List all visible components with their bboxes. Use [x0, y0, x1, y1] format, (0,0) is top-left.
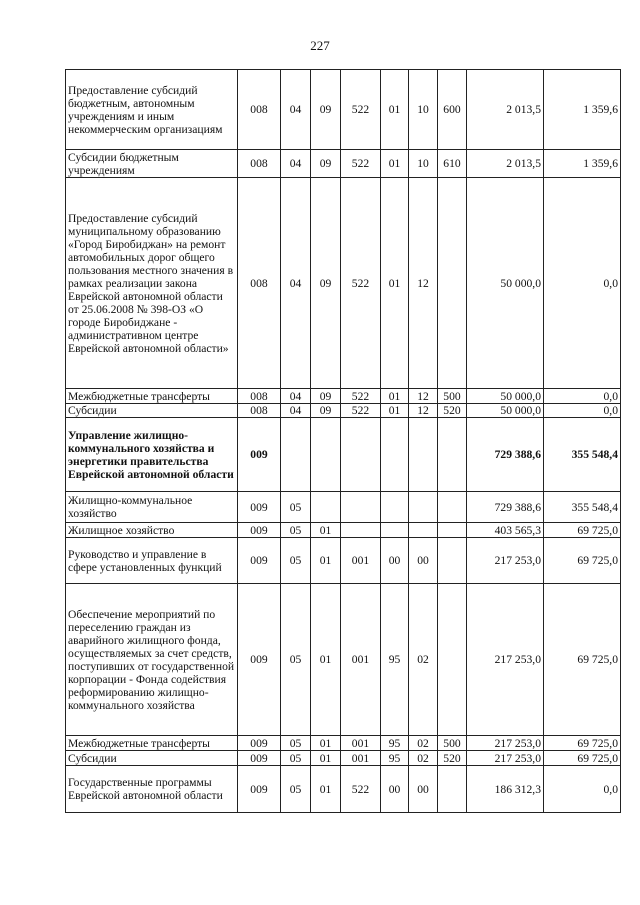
- target-article-code: 522: [341, 389, 381, 404]
- row-description: Субсидии: [66, 751, 238, 766]
- target-article-code: 001: [341, 751, 381, 766]
- target-article-code: 522: [341, 404, 381, 418]
- budget-table: [65, 69, 621, 813]
- page-number: 227: [310, 38, 330, 53]
- subsection-code: 09: [311, 70, 341, 150]
- section-code: 04: [281, 70, 311, 150]
- section-code: 05: [281, 492, 311, 523]
- target-article-code: 522: [341, 70, 381, 150]
- table-row: [66, 178, 621, 389]
- target-article-detail-code: 00: [409, 538, 438, 584]
- section-code: 05: [281, 751, 311, 766]
- amount-planned: 50 000,0: [467, 178, 544, 389]
- amount-executed: 69 725,0: [544, 736, 621, 751]
- row-description: Руководство и управление в сфере установленных функций: [66, 538, 238, 584]
- ministry-code: 009: [238, 766, 281, 813]
- ministry-code: 008: [238, 389, 281, 404]
- amount-executed: 355 548,4: [544, 418, 621, 492]
- target-article-subcode: [381, 523, 409, 538]
- table-row: [66, 751, 621, 766]
- target-article-detail-code: 02: [409, 751, 438, 766]
- ministry-code: 008: [238, 404, 281, 418]
- section-code: 04: [281, 178, 311, 389]
- target-article-code: [341, 523, 381, 538]
- amount-executed: 69 725,0: [544, 751, 621, 766]
- amount-planned: 2 013,5: [467, 70, 544, 150]
- target-article-detail-code: 12: [409, 389, 438, 404]
- row-description: Жилищно-коммунальное хозяйство: [66, 492, 238, 523]
- expense-type-code: [438, 492, 467, 523]
- target-article-subcode: 01: [381, 404, 409, 418]
- amount-planned: 403 565,3: [467, 523, 544, 538]
- target-article-subcode: 01: [381, 70, 409, 150]
- expense-type-code: 500: [438, 736, 467, 751]
- expense-type-code: 610: [438, 150, 467, 178]
- amount-planned: 217 253,0: [467, 736, 544, 751]
- table-row: [66, 766, 621, 813]
- subsection-code: [311, 418, 341, 492]
- ministry-code: 008: [238, 178, 281, 389]
- amount-planned: 217 253,0: [467, 751, 544, 766]
- subsection-code: 01: [311, 538, 341, 584]
- table-row: [66, 404, 621, 418]
- row-description: Предоставление субсидий бюджетным, автономным учреждениям и иным некоммерческим организациям: [66, 70, 238, 150]
- target-article-subcode: 95: [381, 584, 409, 736]
- ministry-code: 008: [238, 150, 281, 178]
- target-article-code: 001: [341, 736, 381, 751]
- table-row: [66, 150, 621, 178]
- target-article-subcode: 00: [381, 538, 409, 584]
- subsection-code: 09: [311, 389, 341, 404]
- section-code: [281, 418, 311, 492]
- amount-planned: 186 312,3: [467, 766, 544, 813]
- amount-planned: 50 000,0: [467, 404, 544, 418]
- amount-executed: 355 548,4: [544, 492, 621, 523]
- subsection-code: 09: [311, 178, 341, 389]
- target-article-detail-code: 12: [409, 178, 438, 389]
- table-row: [66, 389, 621, 404]
- ministry-code: 009: [238, 751, 281, 766]
- expense-type-code: 520: [438, 751, 467, 766]
- row-description: Межбюджетные трансферты: [66, 736, 238, 751]
- target-article-code: 522: [341, 150, 381, 178]
- subsection-code: 01: [311, 736, 341, 751]
- expense-type-code: [438, 584, 467, 736]
- table-row: [66, 736, 621, 751]
- expense-type-code: [438, 178, 467, 389]
- section-code: 05: [281, 584, 311, 736]
- amount-executed: 1 359,6: [544, 150, 621, 178]
- amount-planned: 217 253,0: [467, 538, 544, 584]
- amount-executed: 0,0: [544, 389, 621, 404]
- target-article-detail-code: [409, 523, 438, 538]
- row-description: Обеспечение мероприятий по переселению граждан из аварийного жилищного фонда, осуществляемых за счет средств, поступивших от государственной корпорации - Фонда содействия реформированию жилищно-коммунального хозяйства: [66, 584, 238, 736]
- subsection-code: 01: [311, 584, 341, 736]
- subsection-code: 09: [311, 404, 341, 418]
- target-article-detail-code: [409, 492, 438, 523]
- target-article-subcode: 01: [381, 178, 409, 389]
- target-article-code: 001: [341, 584, 381, 736]
- subsection-code: 01: [311, 751, 341, 766]
- table-row: [66, 538, 621, 584]
- target-article-detail-code: 02: [409, 584, 438, 736]
- expense-type-code: 500: [438, 389, 467, 404]
- amount-executed: 1 359,6: [544, 70, 621, 150]
- amount-executed: 0,0: [544, 178, 621, 389]
- section-code: 05: [281, 766, 311, 813]
- expense-type-code: [438, 766, 467, 813]
- table-row: [66, 523, 621, 538]
- target-article-subcode: 95: [381, 751, 409, 766]
- amount-executed: 69 725,0: [544, 538, 621, 584]
- target-article-detail-code: 00: [409, 766, 438, 813]
- amount-planned: 217 253,0: [467, 584, 544, 736]
- table-body: [66, 70, 621, 813]
- section-code: 05: [281, 736, 311, 751]
- amount-planned: 2 013,5: [467, 150, 544, 178]
- ministry-code: 009: [238, 538, 281, 584]
- target-article-detail-code: 02: [409, 736, 438, 751]
- amount-planned: 729 388,6: [467, 418, 544, 492]
- ministry-code: 009: [238, 584, 281, 736]
- amount-planned: 729 388,6: [467, 492, 544, 523]
- expense-type-code: 520: [438, 404, 467, 418]
- expense-type-code: [438, 418, 467, 492]
- section-code: 04: [281, 150, 311, 178]
- row-description: Предоставление субсидий муниципальному образованию «Город Биробиджан» на ремонт автомобильных дорог общего пользования местного значения в рамках реализации закона Еврейской автономной области от 25.06.2008 № 398-ОЗ «О городе Биробиджане - административном центре Еврейской автономной области»: [66, 178, 238, 389]
- target-article-subcode: [381, 418, 409, 492]
- row-description: Управление жилищно-коммунального хозяйства и энергетики правительства Еврейской автономной области: [66, 418, 238, 492]
- target-article-detail-code: 10: [409, 150, 438, 178]
- table-row: [66, 418, 621, 492]
- row-description: Жилищное хозяйство: [66, 523, 238, 538]
- subsection-code: 01: [311, 523, 341, 538]
- target-article-detail-code: [409, 418, 438, 492]
- amount-executed: 0,0: [544, 404, 621, 418]
- section-code: 04: [281, 389, 311, 404]
- ministry-code: 009: [238, 492, 281, 523]
- subsection-code: 09: [311, 150, 341, 178]
- target-article-code: 522: [341, 178, 381, 389]
- target-article-code: 001: [341, 538, 381, 584]
- table-row: [66, 70, 621, 150]
- expense-type-code: 600: [438, 70, 467, 150]
- target-article-subcode: 01: [381, 389, 409, 404]
- section-code: 05: [281, 538, 311, 584]
- expense-type-code: [438, 538, 467, 584]
- row-description: Государственные программы Еврейской автономной области: [66, 766, 238, 813]
- target-article-code: [341, 418, 381, 492]
- row-description: Межбюджетные трансферты: [66, 389, 238, 404]
- subsection-code: 01: [311, 766, 341, 813]
- table-row: [66, 492, 621, 523]
- target-article-detail-code: 10: [409, 70, 438, 150]
- target-article-code: 522: [341, 766, 381, 813]
- amount-executed: 69 725,0: [544, 523, 621, 538]
- ministry-code: 009: [238, 523, 281, 538]
- target-article-subcode: 01: [381, 150, 409, 178]
- row-description: Субсидии: [66, 404, 238, 418]
- amount-executed: 69 725,0: [544, 584, 621, 736]
- target-article-subcode: 00: [381, 766, 409, 813]
- table-row: [66, 584, 621, 736]
- target-article-detail-code: 12: [409, 404, 438, 418]
- row-description: Субсидии бюджетным учреждениям: [66, 150, 238, 178]
- ministry-code: 008: [238, 70, 281, 150]
- subsection-code: [311, 492, 341, 523]
- section-code: 05: [281, 523, 311, 538]
- target-article-code: [341, 492, 381, 523]
- expense-type-code: [438, 523, 467, 538]
- ministry-code: 009: [238, 418, 281, 492]
- section-code: 04: [281, 404, 311, 418]
- target-article-subcode: 95: [381, 736, 409, 751]
- amount-executed: 0,0: [544, 766, 621, 813]
- amount-planned: 50 000,0: [467, 389, 544, 404]
- target-article-subcode: [381, 492, 409, 523]
- ministry-code: 009: [238, 736, 281, 751]
